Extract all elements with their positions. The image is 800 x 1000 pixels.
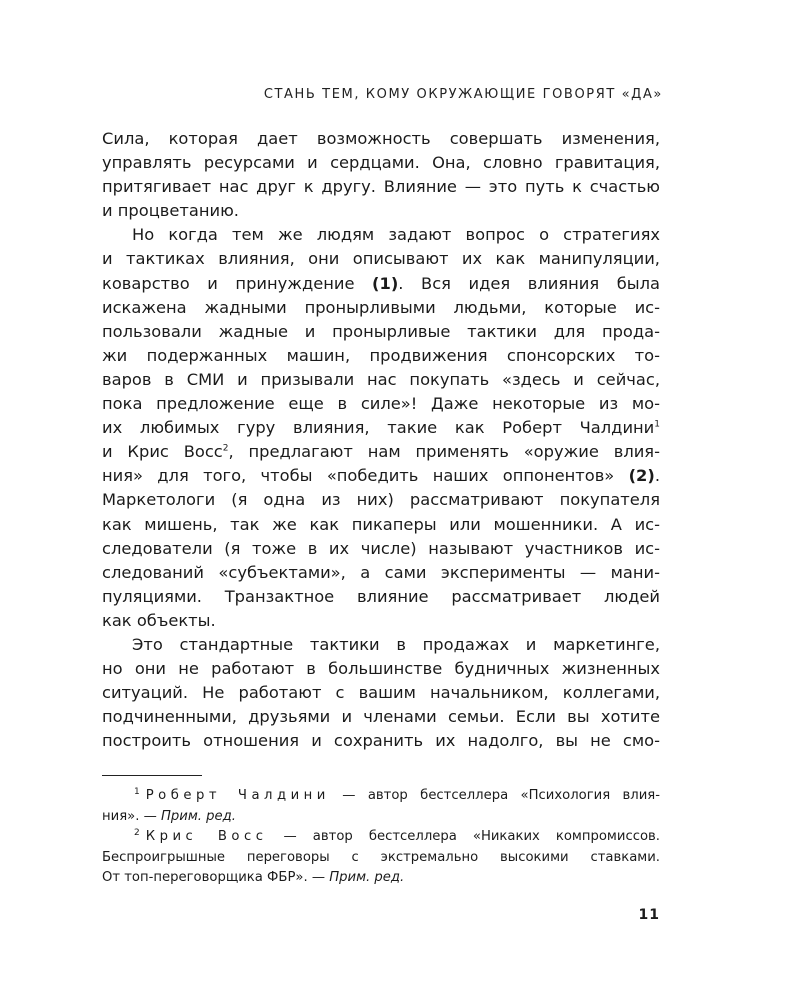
footnote-marker: 1: [654, 419, 660, 430]
text-line: жи подержанных машин, продвижения спонсорских то-: [102, 345, 660, 365]
text-fragment: коварство и принуждение: [102, 273, 373, 293]
footnote-text: — автор бестселлера «Никаких компромиссов.: [267, 829, 660, 844]
text-line: ситуаций. Не работают с вашим начальником, коллегами,: [102, 683, 660, 703]
text-line: как мишень, так же как пикаперы или мошенники. А ис-: [102, 514, 660, 534]
text-line: Маркетологи (я одна из них) рассматривают покупателя: [102, 490, 660, 510]
text-line: пользовали жадные и пронырливые тактики для прода-: [102, 321, 660, 341]
footnote-divider: [102, 775, 202, 776]
text-line: варов в СМИ и призывали нас покупать «здесь и сейчас,: [102, 369, 660, 389]
text-line: [102, 416, 660, 440]
text-line: Но когда тем же людям задают вопрос о стратегиях: [132, 225, 660, 245]
page-number: 11: [638, 907, 660, 923]
footnote-1-line: [102, 786, 660, 807]
citation-ref: (2): [628, 466, 655, 486]
footnote-text: От топ-переговорщика ФБР». —: [102, 870, 330, 885]
footnote-number: 2: [134, 827, 140, 838]
footnote-2-line: [102, 868, 660, 889]
text-line: следователи (я тоже в их числе) называют участников ис-: [102, 538, 660, 558]
text-line: Сила, которая дает возможность совершать изменения,: [102, 129, 660, 148]
footnote-marker: 2: [222, 443, 229, 454]
text-line: [102, 464, 660, 488]
text-line: следований «субъектами», а сами эксперименты — мани-: [102, 562, 660, 582]
text-line: и тактиках влияния, они описывают их как манипуляции,: [102, 249, 660, 269]
editor-note: Прим. ред.: [329, 870, 405, 885]
text-line: построить отношения и сохранить их надолго, вы не смо-: [102, 731, 660, 751]
text-fragment: .: [654, 466, 660, 486]
text-fragment: ния» для того, чтобы «победить наших оппонентов»: [102, 466, 629, 486]
text-line: и процветанию.: [102, 201, 239, 221]
footnote-name: Роберт Чалдини: [145, 788, 330, 803]
text-line: подчиненными, друзьями и членами семьи. Если вы хотите: [102, 707, 660, 727]
footnotes: [102, 786, 660, 889]
footnote-number: 1: [134, 786, 140, 797]
footnote-1-line: [102, 807, 660, 828]
text-line: [102, 440, 660, 464]
text-line: искажена жадными пронырливыми людьми, которые ис-: [102, 297, 660, 317]
body-text: [102, 127, 660, 753]
text-fragment: , предлагают нам применять «оружие влия-: [228, 442, 660, 462]
text-fragment: и Крис Восс: [102, 442, 223, 462]
text-fragment: . Вся идея влияния была: [398, 273, 660, 293]
text-line: пуляциями. Транзактное влияние рассматривает людей: [102, 586, 660, 606]
footnote-text: — автор бестселлера «Психология влия-: [329, 788, 660, 803]
footnote-2-line: [102, 827, 660, 848]
footnote-text: ния». —: [102, 808, 161, 824]
text-line: притягивает нас друг к другу. Влияние — это путь к счастью: [102, 177, 660, 197]
text-line: управлять ресурсами и сердцами. Она, словно гравитация,: [102, 153, 660, 173]
text-line: пока предложение еще в силе»! Даже некоторые из мо-: [102, 394, 660, 414]
text-line: но они не работают в большинстве будничных жизненных: [102, 659, 660, 679]
text-line: [102, 272, 660, 296]
running-header: СТАНЬ ТЕМ, КОМУ ОКРУЖАЮЩИЕ ГОВОРЯТ «ДА»: [263, 87, 663, 102]
text-line: Это стандартные тактики в продажах и маркетинге,: [132, 634, 660, 654]
editor-note: Прим. ред.: [160, 808, 236, 824]
text-line: как объекты.: [102, 610, 216, 630]
text-fragment: их любимых гуру влияния, такие как Роберт Чалдини: [102, 418, 655, 438]
footnote-name: Крис Восс: [145, 829, 268, 844]
citation-ref: (1): [372, 273, 399, 293]
footnote-2-line: Беспроигрышные переговоры с экстремально высокими ставками.: [102, 849, 660, 865]
